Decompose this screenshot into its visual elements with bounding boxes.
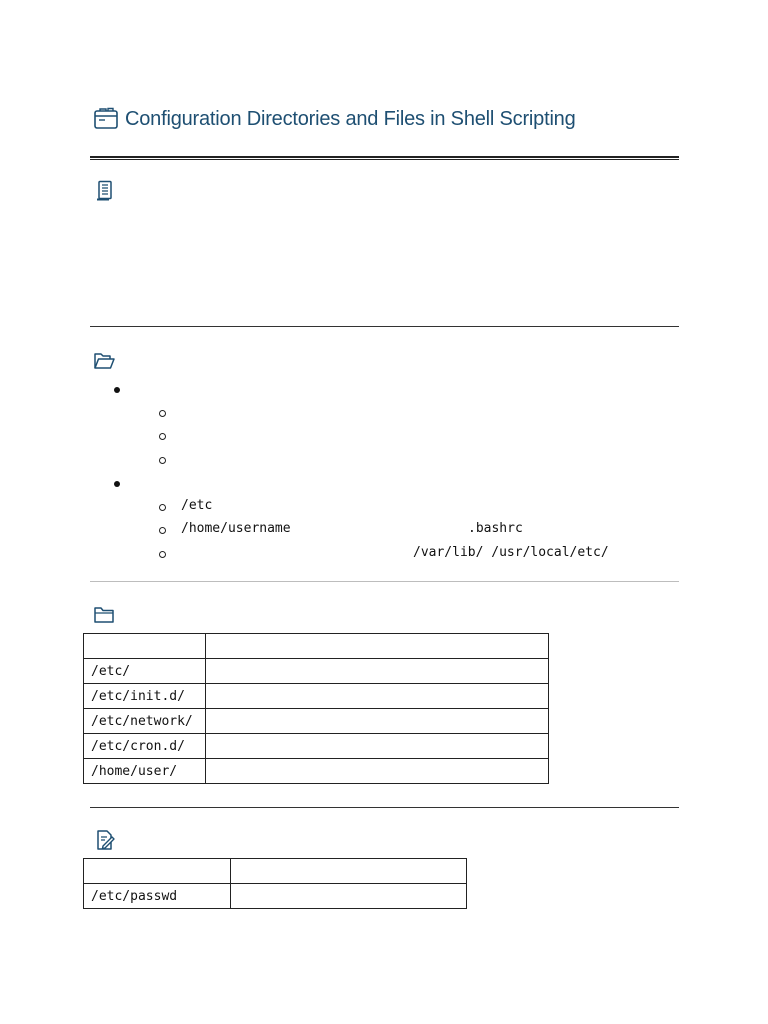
table-cell: [206, 759, 549, 784]
table-row: [84, 759, 549, 784]
folder-icon: [93, 604, 115, 626]
list-bullet: [114, 387, 120, 393]
path-home-username: /home/username: [181, 521, 291, 536]
title-divider: [90, 156, 679, 160]
table-row: [84, 659, 549, 684]
table-header-row: [84, 634, 549, 659]
path-var-usr: /var/lib/ /usr/local/etc/: [413, 545, 609, 560]
memo-pencil-icon: [94, 829, 116, 851]
table-header-cell: [206, 634, 549, 659]
path-etc: /etc: [181, 498, 213, 513]
table-row: [84, 734, 549, 759]
table-header-cell: [231, 859, 467, 884]
table-row: [84, 684, 549, 709]
files-table: [83, 858, 467, 909]
table-cell-path: /etc/network/: [84, 709, 206, 734]
page-title: Configuration Directories and Files in Shell Scripting: [125, 107, 576, 130]
table-cell-path: /etc/: [84, 659, 206, 684]
sub-list-bullet: [159, 433, 166, 440]
file-bashrc: .bashrc: [468, 521, 523, 536]
section-divider-2: [90, 581, 679, 582]
table-header-row: [84, 859, 467, 884]
table-cell-path: /etc/cron.d/: [84, 734, 206, 759]
table-row: [84, 709, 549, 734]
table-row: [84, 884, 467, 909]
sub-list-bullet: [159, 457, 166, 464]
file-cabinet-icon: [93, 106, 119, 132]
table-cell: [206, 734, 549, 759]
table-cell-path: /home/user/: [84, 759, 206, 784]
scroll-document-icon: [94, 180, 116, 202]
sub-list-bullet: [159, 410, 166, 417]
page-title-row: [93, 106, 576, 132]
directories-table: [83, 633, 549, 784]
list-bullet: [114, 481, 120, 487]
table-cell: [206, 709, 549, 734]
section-divider-1: [90, 326, 679, 327]
sub-list-bullet: [159, 504, 166, 511]
table-cell-path: /etc/init.d/: [84, 684, 206, 709]
sub-list-bullet: [159, 527, 166, 534]
table-header-cell: [84, 859, 231, 884]
section-divider-3: [90, 807, 679, 808]
table-cell: [206, 684, 549, 709]
table-cell-path: /etc/passwd: [84, 884, 231, 909]
sub-list-bullet: [159, 551, 166, 558]
table-cell: [206, 659, 549, 684]
table-header-cell: [84, 634, 206, 659]
table-cell: [231, 884, 467, 909]
open-folder-icon: [93, 350, 115, 372]
